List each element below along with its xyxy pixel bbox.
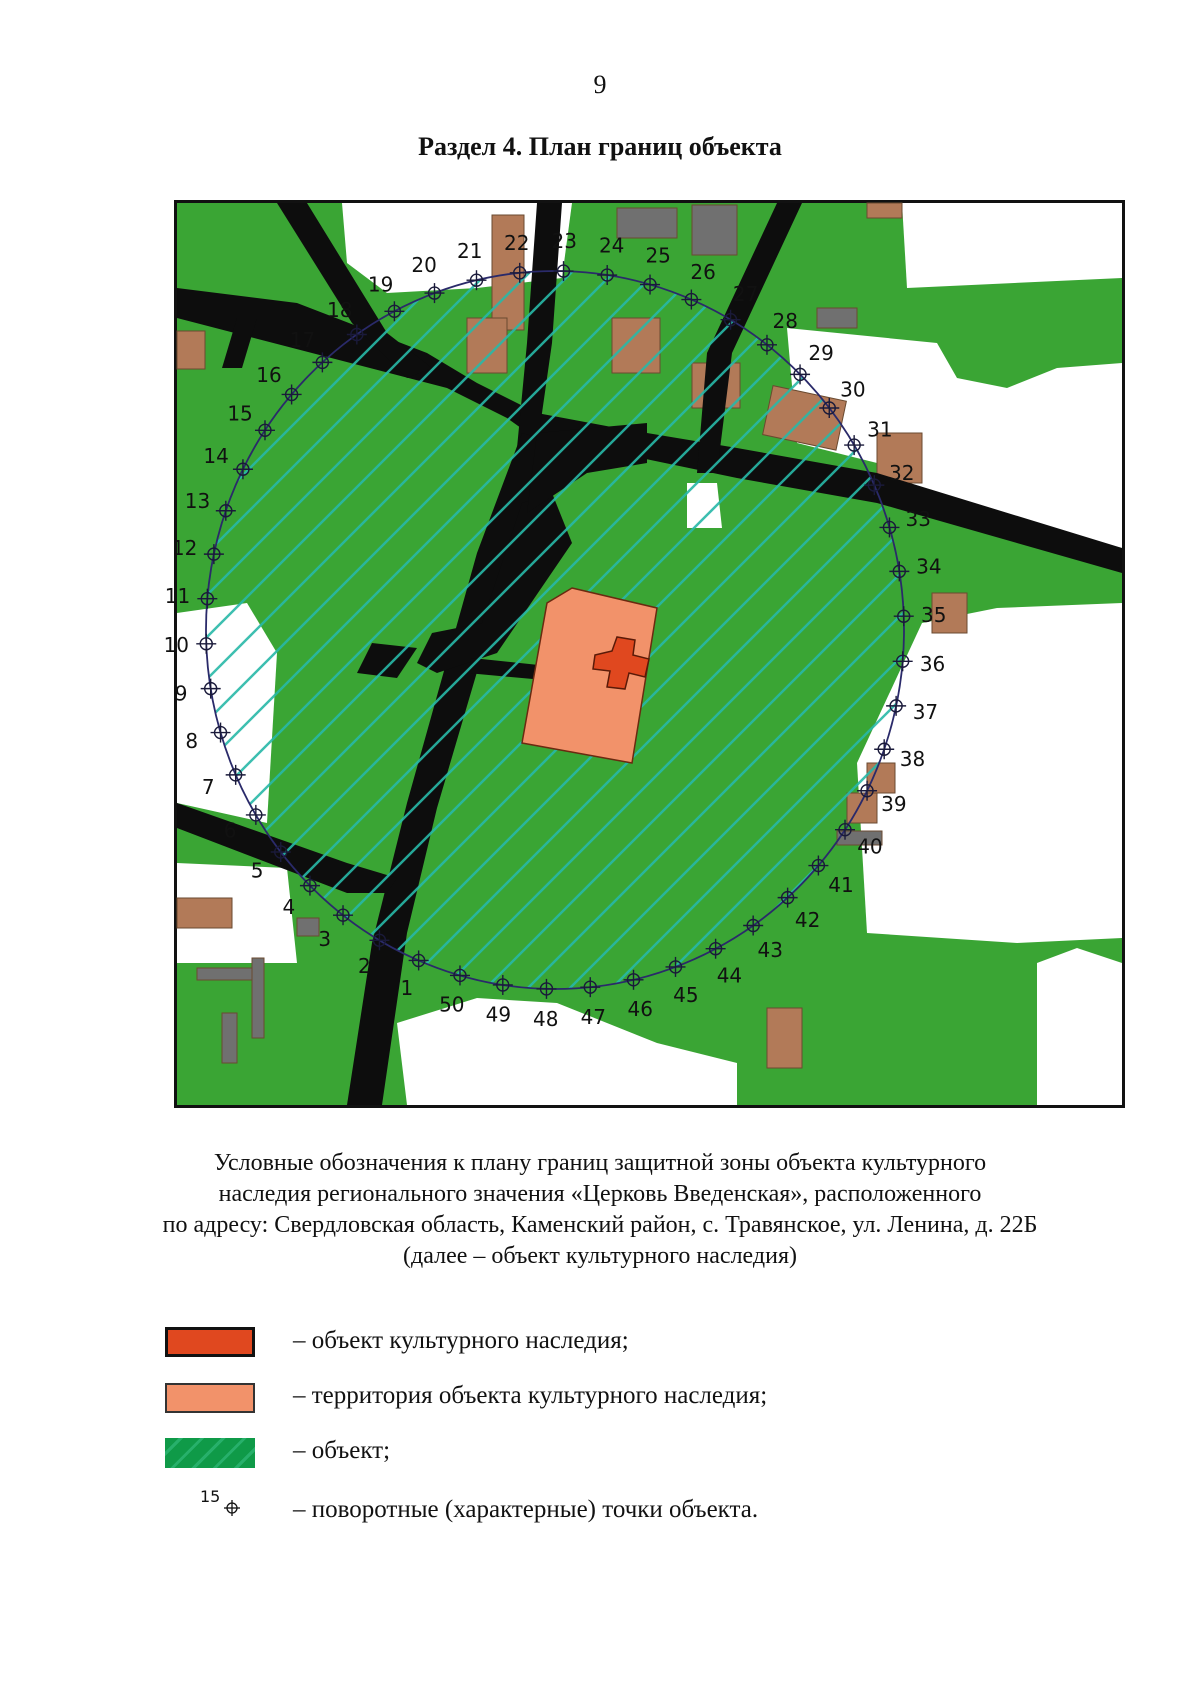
boundary-point [227, 402, 275, 441]
boundary-point-label: 7 [201, 774, 215, 799]
boundary-point-label: 44 [716, 963, 743, 988]
boundary-point-label: 3 [318, 927, 332, 952]
boundary-point-label: 2 [357, 954, 371, 979]
boundary-point-label: 19 [367, 272, 394, 297]
legend-heading [80, 1148, 1120, 1272]
boundary-point [808, 856, 853, 898]
boundary-point-label: 5 [250, 858, 264, 883]
boundary-point-label: 17 [289, 328, 316, 353]
boundary-point-label: 46 [627, 997, 653, 1022]
boundary-point [165, 584, 218, 609]
hatch-line [1125, 203, 1200, 1105]
boundary-point-label: 27 [732, 281, 759, 306]
boundary-map [163, 200, 1125, 1108]
boundary-point-label: 47 [580, 1005, 607, 1030]
boundary-point [172, 536, 224, 564]
boundary-point [203, 444, 253, 479]
boundary-point-label: 26 [690, 259, 716, 284]
section-title: Раздел 4. План границ объекта [418, 132, 782, 161]
legend-item-label: – поворотные (характерные) точки объекта. [293, 1496, 759, 1523]
boundary-point-label: 8 [185, 729, 199, 754]
boundary-point-label: 48 [533, 1006, 559, 1031]
boundary-point [778, 888, 821, 932]
boundary-point-label: 28 [772, 308, 798, 333]
legend-heading-line: Условные обозначения к плану границ защитной зоны объекта культурного [213, 1150, 987, 1176]
boundary-point-label: 18 [327, 297, 353, 322]
boundary-point-label: 21 [457, 238, 483, 263]
boundary-point-label: 43 [757, 938, 783, 963]
legend-point-sample-label: 15 [200, 1487, 221, 1506]
boundary-point [185, 489, 236, 521]
boundary-point-label: 38 [899, 747, 926, 772]
boundary-point-label: 9 [174, 681, 188, 706]
salmon-square-swatch [165, 1383, 255, 1413]
boundary-point-label: 6 [223, 818, 237, 843]
legend-heading-line: наследия регионального значения «Церковь Введенская», расположенного [218, 1181, 982, 1207]
boundary-point-label: 11 [164, 584, 191, 609]
legend-heading-line: по адресу: Свердловская область, Каменский район, с. Травянское, ул. Ленина, д. 22Б [162, 1212, 1038, 1238]
boundary-point-label: 20 [411, 252, 437, 277]
boundary-point-label: 10 [163, 632, 190, 657]
boundary-point-label: 42 [794, 907, 821, 932]
page-number: 9 [593, 70, 607, 99]
boundary-point-label: 23 [551, 229, 577, 254]
boundary-point-label: 39 [881, 792, 907, 817]
boundary-point-label: 35 [920, 603, 947, 628]
boundary-point-label: 30 [840, 377, 866, 402]
boundary-point [256, 363, 301, 405]
legend-item-object [165, 1325, 1065, 1365]
boundary-point-label: 12 [171, 535, 198, 560]
boundary-point-label: 45 [673, 983, 699, 1008]
red-square-swatch [165, 1327, 255, 1357]
boundary-point [743, 916, 783, 963]
boundary-point [624, 970, 653, 1021]
boundary-point-label: 37 [912, 700, 939, 725]
boundary-point-label: 15 [227, 401, 253, 426]
boundary-point-label: 31 [867, 417, 893, 442]
boundary-point [879, 507, 930, 538]
boundary-point [640, 244, 671, 295]
boundary-point [318, 905, 353, 951]
boundary-point-label: 36 [919, 651, 946, 676]
green-hatched-swatch [165, 1438, 255, 1468]
boundary-point-label: 49 [485, 1002, 512, 1027]
legend-item-points [165, 1487, 1065, 1534]
legend-item-territory [165, 1380, 1065, 1420]
boundary-point-label: 22 [503, 230, 530, 255]
legend-item-zone [165, 1435, 1065, 1475]
boundary-point-label: 25 [645, 243, 671, 268]
boundary-point-label: 33 [905, 506, 931, 531]
legend-item-label: – объект культурного наследия; [293, 1327, 629, 1354]
boundary-point-label: 34 [916, 554, 942, 579]
boundary-point-label: 32 [889, 461, 915, 486]
boundary-point-label: 50 [439, 992, 465, 1017]
legend-heading-line: (далее – объект культурного наследия) [403, 1243, 797, 1269]
boundary-point-label: 1 [400, 976, 414, 1001]
crosshair-point-icon [200, 1486, 260, 1526]
boundary-point-label: 29 [808, 341, 834, 366]
hatch-line [1167, 203, 1200, 1105]
boundary-point-label: 24 [598, 233, 625, 258]
boundary-point-label: 13 [184, 488, 211, 513]
legend-item-label: – территория объекта культурного наследия; [293, 1382, 768, 1409]
legend-item-label: – объект; [293, 1437, 391, 1464]
boundary-point-label: 14 [203, 443, 229, 468]
boundary-point-label: 4 [282, 894, 296, 919]
boundary-point-label: 41 [828, 873, 854, 898]
hatch-line [0, 203, 179, 1105]
boundary-point-label: 16 [256, 362, 282, 387]
boundary-point-label: 40 [857, 834, 883, 859]
boundary-point [706, 939, 743, 988]
